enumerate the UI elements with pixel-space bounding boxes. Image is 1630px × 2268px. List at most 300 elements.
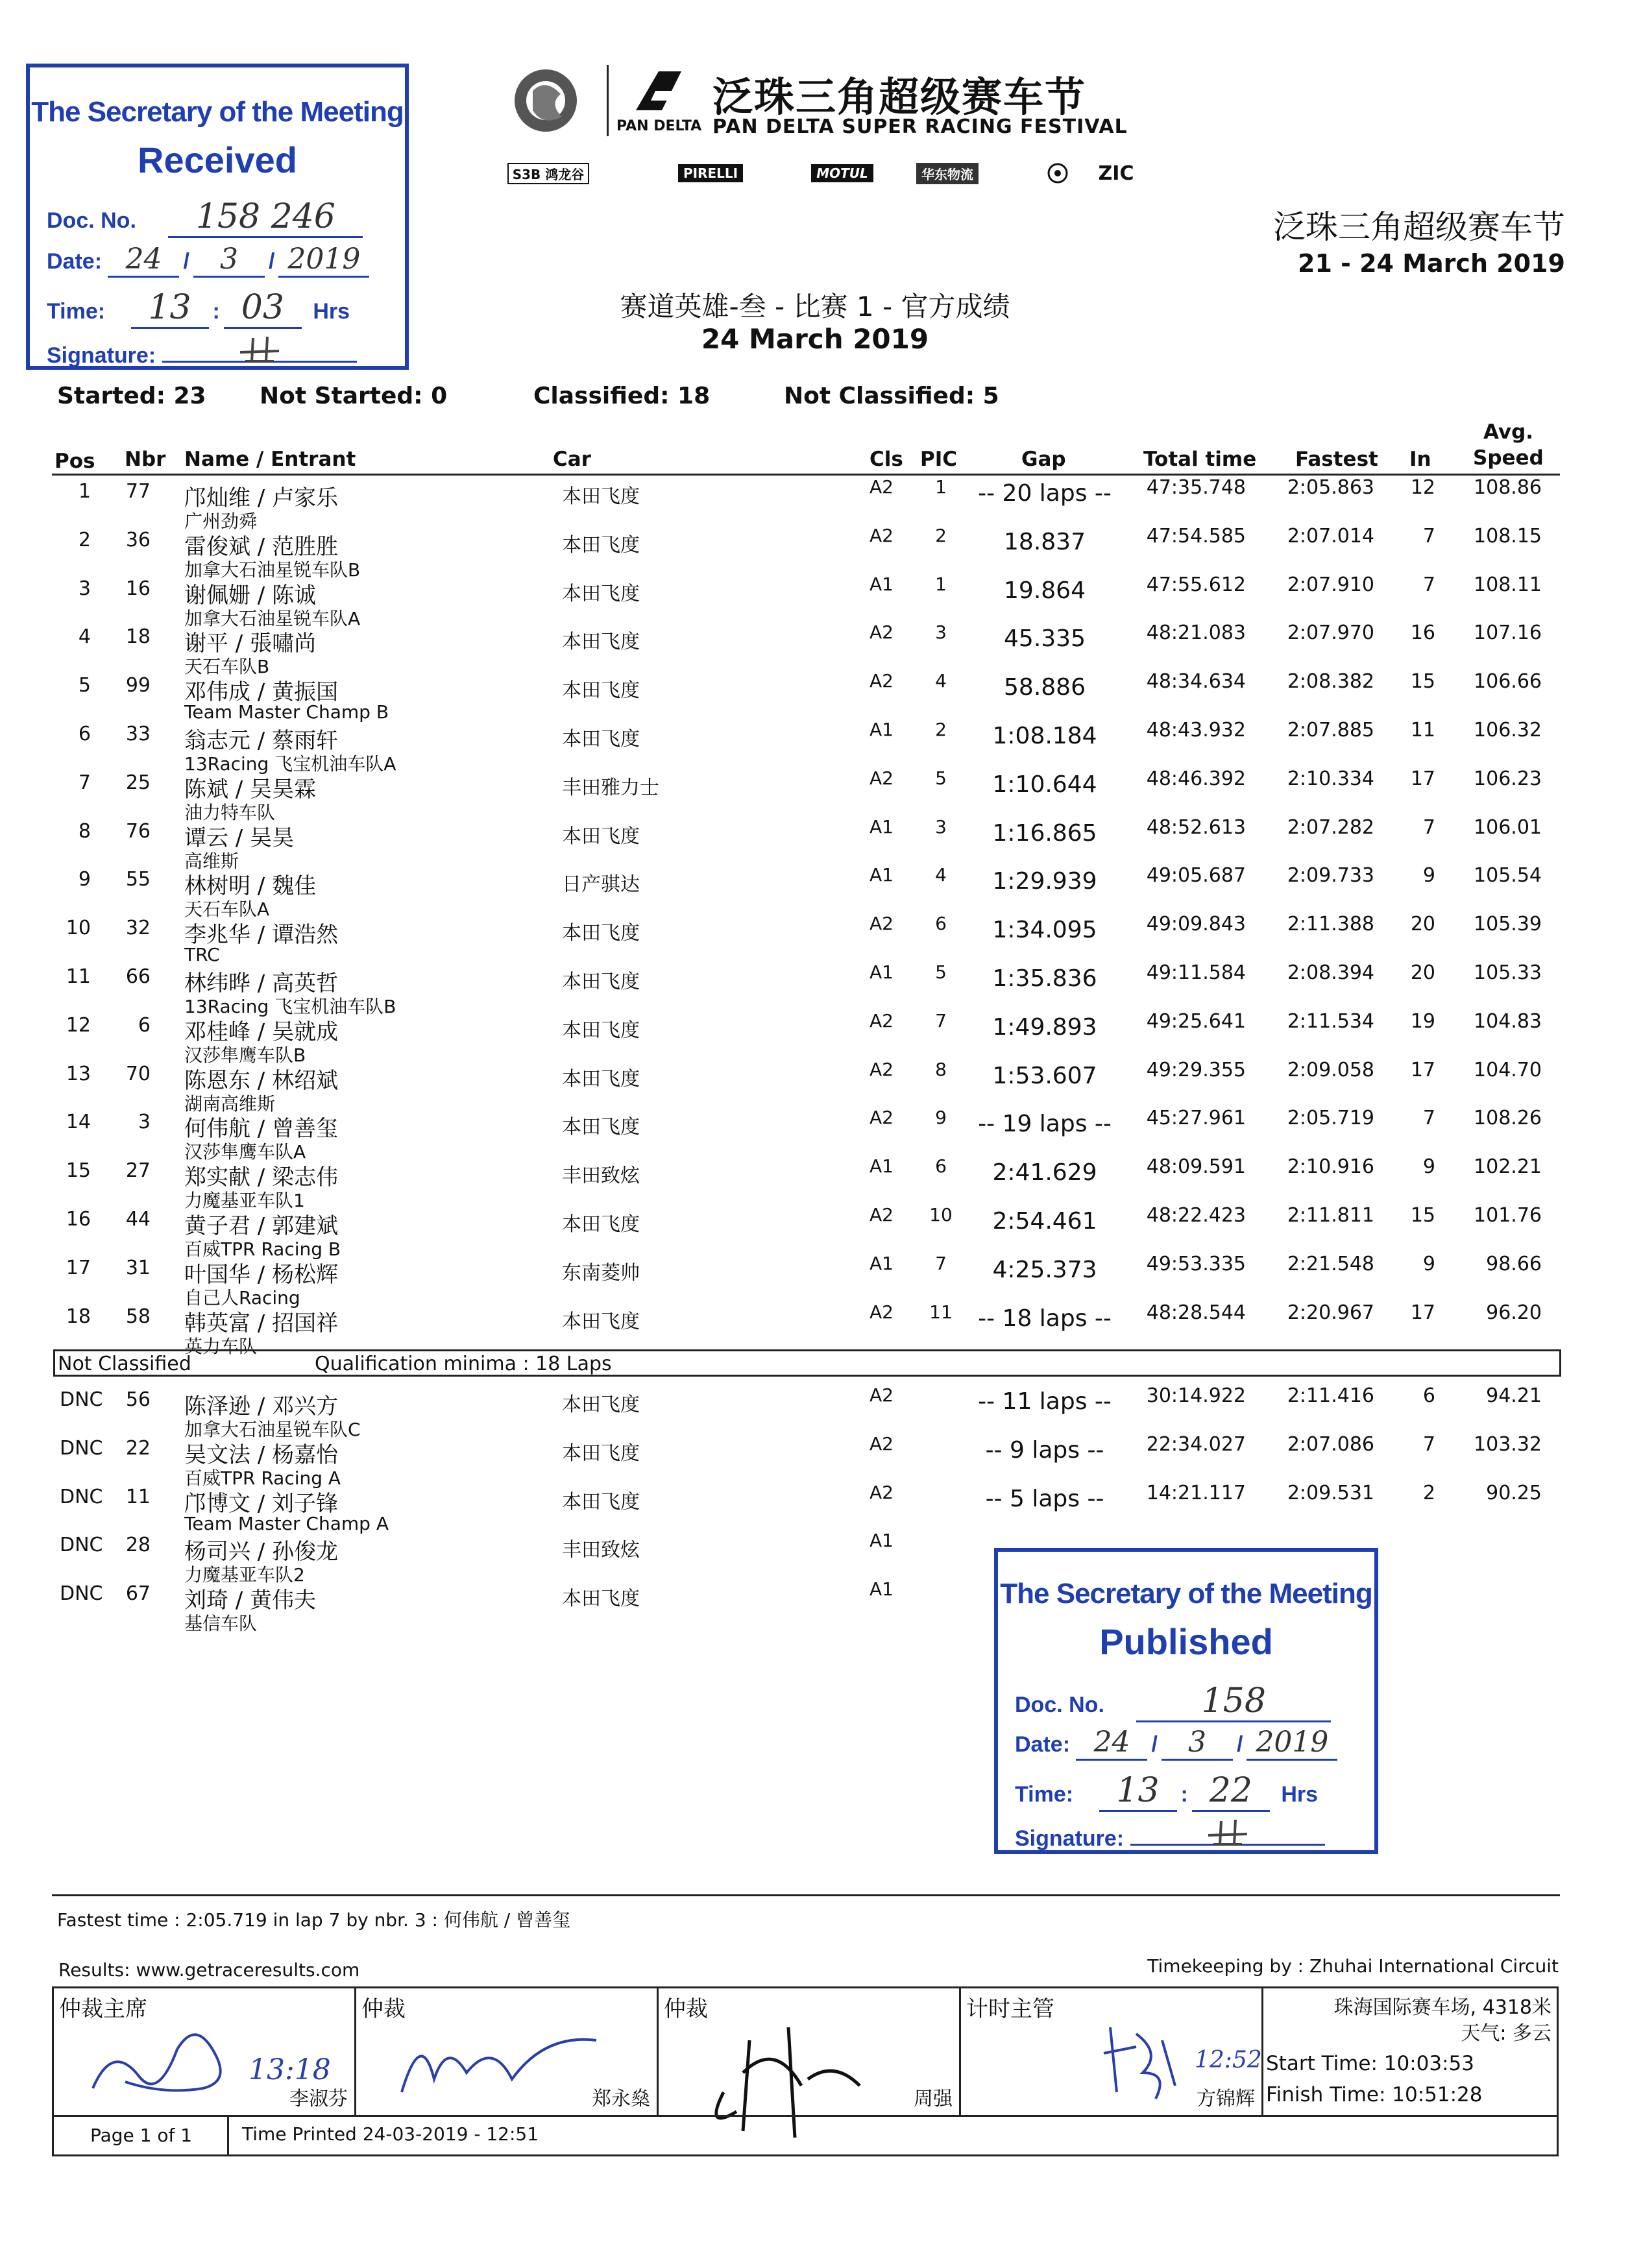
cell-car: 丰田致炫 (562, 1164, 640, 1188)
cell-team: 加拿大石油星锐车队B (184, 559, 361, 581)
result-row (0, 1204, 1630, 1260)
cell-team: 百威TPR Racing B (184, 1238, 341, 1260)
cell-pic: 6 (935, 913, 947, 935)
summary-not-classified: Not Classified: 5 (784, 383, 999, 409)
cell-car: 日产骐达 (562, 873, 640, 897)
cell-speed: 103.32 (1474, 1432, 1542, 1456)
event-logo (510, 65, 581, 136)
cell-team: 高维斯 (184, 850, 239, 872)
cell-cls: A1 (870, 1252, 894, 1274)
cell-pic: 3 (935, 815, 947, 838)
cell-team: 自己人Racing (184, 1286, 300, 1309)
cell-car: 本田飞度 (562, 1019, 640, 1042)
stamp-signature-row (1015, 1815, 1325, 1852)
cell-in: 2 (1422, 1481, 1435, 1504)
cell-car: 本田飞度 (562, 1310, 640, 1333)
cell-speed: 106.23 (1474, 767, 1542, 790)
col-fastest: Fastest (1295, 448, 1378, 471)
cell-speed: 101.76 (1474, 1204, 1542, 1227)
stamp-signature-label: Signature: (47, 343, 156, 368)
cell-total: 48:52.613 (1146, 815, 1246, 839)
cell-total: 49:25.641 (1146, 1009, 1246, 1033)
cell-name: 邝博文 / 刘子锋 (184, 1490, 339, 1517)
cell-total: 49:53.335 (1146, 1252, 1246, 1275)
sponsor-logo-pirelli: PIRELLI (672, 162, 749, 184)
cell-fastest: 2:08.394 (1287, 961, 1374, 984)
cell-total: 48:46.392 (1146, 767, 1246, 790)
cell-car: 本田飞度 (562, 485, 640, 508)
zhuhai-circuit-logo-icon (510, 65, 581, 136)
cell-car: 本田飞度 (562, 1213, 640, 1236)
cell-total: 48:22.423 (1146, 1204, 1246, 1227)
cell-nbr: 32 (125, 917, 151, 940)
cell-team: 加拿大石油星锐车队C (184, 1419, 361, 1440)
sponsor-logo-1: S3B 鸿龙谷 (487, 162, 610, 184)
brand-title-en: PAN DELTA SUPER RACING FESTIVAL (712, 115, 1128, 138)
cell-pos: DNC (60, 1534, 103, 1557)
cell-cls: A2 (870, 1058, 894, 1080)
cell-pos: 4 (78, 625, 91, 649)
cell-speed: 105.54 (1474, 864, 1542, 887)
result-row (0, 573, 1630, 629)
result-row (0, 1009, 1630, 1066)
chief-steward-name: 李淑芬 (289, 2088, 348, 2110)
cell-pic: 9 (935, 1107, 947, 1129)
cell-name: 林树明 / 魏佳 (184, 873, 317, 900)
cell-name: 何伟航 / 曾善玺 (184, 1116, 339, 1142)
cell-in: 12 (1410, 476, 1435, 499)
stamp-doc-value: 158 246 (168, 197, 363, 238)
cell-pic: 8 (935, 1058, 947, 1080)
cell-pic: 7 (935, 1252, 947, 1274)
cell-team: 英力车队 (184, 1335, 258, 1357)
cell-in: 15 (1410, 1204, 1435, 1227)
pan-delta-logo-text: PAN DELTA (616, 118, 702, 134)
cell-nbr: 66 (125, 965, 151, 988)
cell-total: 47:35.748 (1146, 476, 1246, 499)
cell-gap: 45.335 (1004, 625, 1086, 653)
cell-in: 7 (1422, 573, 1435, 596)
cell-gap: -- 18 laps -- (978, 1305, 1112, 1332)
header-divider (607, 65, 609, 136)
sponsor-logo-4: 华东物流 (912, 162, 983, 184)
cell-team: 天石车队B (184, 656, 270, 678)
result-row (0, 621, 1630, 678)
cell-cls: A1 (870, 815, 894, 838)
cell-name: 黄子君 / 郭建斌 (184, 1213, 339, 1239)
cell-fastest: 2:07.970 (1287, 621, 1374, 645)
cell-pos: DNC (60, 1436, 103, 1460)
cell-total: 49:05.687 (1146, 864, 1246, 887)
dnc-row (0, 1384, 1630, 1440)
cell-cls: A2 (870, 1481, 894, 1503)
stamp-status: Published (1099, 1621, 1273, 1662)
stamp-title: The Secretary of the Meeting (31, 96, 404, 128)
cell-pic: 5 (935, 767, 947, 789)
cell-speed: 108.15 (1474, 524, 1542, 548)
cell-cls: A2 (870, 1009, 894, 1031)
col-car: Car (553, 448, 591, 471)
cell-fastest: 2:21.548 (1287, 1252, 1374, 1275)
col-speed: Speed (1473, 446, 1544, 470)
cell-cls: A1 (870, 573, 894, 595)
cell-pos: 1 (78, 480, 91, 503)
race-date: 24 March 2019 (701, 323, 929, 355)
col-nbr: Nbr (125, 448, 166, 471)
footer-rule (52, 1894, 1560, 1896)
cell-car: 丰田雅力士 (562, 776, 659, 799)
cell-car: 本田飞度 (562, 1393, 640, 1416)
cell-nbr: 44 (125, 1208, 151, 1231)
result-row (0, 524, 1630, 581)
cell-speed: 96.20 (1486, 1301, 1542, 1324)
cell-name: 郑实献 / 梁志伟 (184, 1164, 339, 1191)
footer-bottom-rule (54, 2115, 1557, 2117)
cell-cls: A1 (870, 1155, 894, 1177)
page-cell (54, 2117, 229, 2154)
stamp-date-month: 3 (193, 243, 265, 278)
summary-classified: Classified: 18 (533, 383, 711, 409)
cell-nbr: 70 (125, 1062, 151, 1085)
event-dates: 21 - 24 March 2019 (1298, 249, 1565, 278)
stamp-title: The Secretary of the Meeting (1000, 1578, 1372, 1610)
cell-name: 邓伟成 / 黄振国 (184, 679, 339, 706)
result-row (0, 1301, 1630, 1357)
cell-car: 本田飞度 (562, 1116, 640, 1139)
cell-cls: A2 (870, 1432, 894, 1454)
cell-pos: 14 (66, 1111, 91, 1134)
cell-nbr: 76 (125, 819, 151, 843)
cell-fastest: 2:09.531 (1287, 1481, 1374, 1504)
col-name: Name / Entrant (184, 448, 356, 471)
result-row (0, 767, 1630, 823)
cell-fastest: 2:10.334 (1287, 767, 1374, 790)
cell-nbr: 25 (125, 771, 151, 794)
cell-pos: 18 (66, 1305, 91, 1328)
cell-car: 本田飞度 (562, 922, 640, 945)
steward-1-signature (389, 2014, 609, 2105)
stamp-time-label: Time: (47, 299, 106, 324)
dnc-row (0, 1530, 1630, 1586)
cell-nbr: 16 (125, 577, 151, 600)
cell-total: 47:54.585 (1146, 524, 1246, 548)
cell-cls: A1 (870, 961, 894, 983)
timing-chief-signature (1097, 2014, 1188, 2105)
cell-cls: A1 (870, 864, 894, 886)
cell-fastest: 2:07.086 (1287, 1432, 1374, 1456)
stamp-doc-label: Doc. No. (47, 208, 136, 233)
cell-fastest: 2:05.863 (1287, 476, 1374, 499)
cell-pos: 3 (78, 577, 91, 600)
cell-cls: A2 (870, 913, 894, 935)
cell-pos: 7 (78, 771, 91, 794)
cell-team: 广州劲舜 (184, 511, 258, 532)
summary-not-started: Not Started: 0 (260, 383, 448, 409)
col-pic: PIC (920, 448, 958, 471)
cell-name: 邓桂峰 / 吴就成 (184, 1019, 339, 1045)
event-name-cn: 泛珠三角超级赛车节 (1273, 208, 1565, 246)
sponsor-emblem-icon (1045, 162, 1071, 184)
cell-team: Team Master Champ A (184, 1512, 389, 1534)
header-rule (52, 474, 1560, 476)
stamp-published (994, 1548, 1378, 1854)
cell-car: 本田飞度 (562, 631, 640, 654)
cell-pos: DNC (60, 1388, 103, 1411)
cell-in: 9 (1422, 1155, 1435, 1179)
cell-pic: 1 (935, 573, 947, 595)
cell-in: 7 (1422, 1432, 1435, 1456)
chief-steward-signature (86, 2017, 255, 2108)
cell-fastest: 2:11.416 (1287, 1384, 1374, 1407)
qualification-minima: Qualification minima : 18 Laps (315, 1353, 612, 1375)
timing-chief-cell (961, 1988, 1263, 2115)
cell-gap: 2:54.461 (992, 1208, 1097, 1235)
cell-speed: 105.39 (1474, 913, 1542, 936)
cell-total: 48:09.591 (1146, 1155, 1246, 1179)
cell-gap: 18.837 (1004, 528, 1086, 555)
cell-gap: -- 9 laps -- (985, 1436, 1104, 1464)
cell-pic: 10 (929, 1204, 953, 1225)
cell-name: 刘琦 / 黄伟夫 (184, 1587, 317, 1614)
cell-pic: 3 (935, 621, 947, 644)
cell-pos: 17 (66, 1256, 91, 1279)
cell-cls: A2 (870, 1204, 894, 1225)
steward-2-label: 仲裁 (664, 1996, 708, 2022)
cell-team: 天石车队A (184, 899, 270, 921)
cell-speed: 94.21 (1486, 1384, 1542, 1407)
result-row (0, 670, 1630, 723)
cell-speed: 102.21 (1474, 1155, 1542, 1179)
result-row (0, 815, 1630, 872)
dnc-row (0, 1432, 1630, 1489)
col-gap: Gap (1021, 448, 1066, 471)
stamp-time-minute: 03 (224, 288, 302, 329)
cell-car: 丰田致炫 (562, 1539, 640, 1562)
cell-gap: 2:41.629 (992, 1159, 1097, 1187)
col-total: Total time (1143, 448, 1257, 471)
pan-delta-logo-icon (616, 65, 701, 117)
cell-pic: 2 (935, 524, 947, 546)
result-row (0, 913, 1630, 966)
cell-nbr: 36 (125, 528, 151, 551)
cell-pos: DNC (60, 1582, 103, 1606)
cell-speed: 98.66 (1486, 1252, 1542, 1275)
cell-cls: A2 (870, 524, 894, 546)
cell-nbr: 58 (125, 1305, 151, 1328)
result-row (0, 1058, 1630, 1115)
cell-team: 油力特车队 (184, 801, 276, 823)
cell-speed: 108.26 (1474, 1107, 1542, 1130)
timing-chief-name: 方锦辉 (1197, 2088, 1255, 2110)
cell-gap: 1:16.865 (992, 819, 1097, 847)
race-info-cell (1263, 1988, 1557, 2115)
chief-steward-cell (54, 1988, 356, 2115)
stamp-doc-value: 158 (1136, 1682, 1331, 1722)
cell-car: 本田飞度 (562, 825, 640, 848)
stamp-date-row: Date: 24 / 3 / 2019 (47, 243, 369, 278)
timing-chief-label: 计时主管 (966, 1996, 1054, 2022)
cell-total: 47:55.612 (1146, 573, 1246, 596)
cell-pic: 4 (935, 864, 947, 886)
cell-pic: 2 (935, 719, 947, 740)
cell-gap: 1:10.644 (992, 771, 1097, 798)
stamp-signature-label: Signature: (1015, 1826, 1125, 1851)
cell-in: 17 (1410, 1058, 1435, 1081)
cell-total: 48:43.932 (1146, 719, 1246, 742)
cell-fastest: 2:20.967 (1287, 1301, 1374, 1324)
cell-pic: 4 (935, 670, 947, 692)
cell-in: 9 (1422, 864, 1435, 887)
cell-car: 本田飞度 (562, 728, 640, 751)
fastest-time-line: Fastest time : 2:05.719 in lap 7 by nbr. 3 : 何伟航 / 曾善玺 (57, 1909, 571, 1931)
cell-in: 20 (1410, 961, 1435, 984)
officials-table (52, 1986, 1559, 2156)
results-url: Results: www.getraceresults.com (58, 1959, 360, 1981)
cell-pos: 8 (78, 819, 91, 843)
cell-nbr: 55 (125, 868, 151, 891)
cell-name: 陈泽逊 / 邓兴方 (184, 1393, 339, 1419)
stamp-time-minute: 22 (1192, 1771, 1270, 1812)
sponsor-logo-5 (1038, 162, 1077, 184)
cell-name: 翁志元 / 蔡雨轩 (184, 728, 339, 754)
dnc-row (0, 1481, 1630, 1534)
cell-gap: 1:08.184 (992, 723, 1097, 749)
cell-nbr: 33 (125, 723, 151, 745)
cell-name: 陈恩东 / 林绍斌 (184, 1067, 339, 1094)
cell-name: 吴文法 / 杨嘉怡 (184, 1442, 339, 1468)
cell-cls: A2 (870, 476, 894, 498)
cell-speed: 108.11 (1474, 573, 1542, 596)
cell-cls: A2 (870, 1384, 894, 1406)
cell-gap: 1:49.893 (992, 1013, 1097, 1041)
cell-name: 李兆华 / 谭浩然 (184, 922, 339, 948)
cell-total: 48:28.544 (1146, 1301, 1246, 1324)
stamp-date-year: 2019 (1247, 1726, 1337, 1761)
cell-fastest: 2:09.058 (1287, 1058, 1374, 1081)
cell-in: 17 (1410, 767, 1435, 790)
cell-nbr: 3 (138, 1111, 151, 1134)
cell-in: 11 (1410, 719, 1435, 742)
cell-cls: A1 (870, 1530, 894, 1552)
cell-total: 14:21.117 (1146, 1481, 1246, 1504)
cell-team: 汉莎隼鹰车队B (184, 1044, 306, 1066)
cell-gap: -- 5 laps -- (985, 1485, 1104, 1512)
cell-name: 雷俊斌 / 范胜胜 (184, 533, 339, 560)
stamp-status: Received (138, 139, 297, 180)
cell-in: 15 (1410, 670, 1435, 694)
cell-gap: -- 19 laps -- (978, 1111, 1112, 1138)
cell-in: 16 (1410, 621, 1435, 645)
brand-title-cn: 泛珠三角超级赛车节 (712, 73, 1087, 121)
cell-speed: 106.01 (1474, 815, 1542, 839)
cell-gap: 58.886 (1004, 674, 1086, 701)
cell-nbr: 77 (125, 480, 151, 503)
cell-nbr: 56 (125, 1388, 151, 1411)
cell-name: 谢佩姗 / 陈诚 (184, 582, 317, 609)
cell-pic: 5 (935, 961, 947, 983)
stamp-time-row: Time: 13 : 03 Hrs (47, 288, 350, 329)
cell-car: 本田飞度 (562, 1587, 640, 1611)
cell-in: 7 (1422, 1107, 1435, 1130)
steward-1-cell (356, 1988, 659, 2115)
cell-fastest: 2:11.811 (1287, 1204, 1374, 1227)
cell-name: 叶国华 / 杨松辉 (184, 1261, 339, 1288)
cell-cls: A2 (870, 767, 894, 789)
cell-in: 17 (1410, 1301, 1435, 1324)
cell-in: 7 (1422, 815, 1435, 839)
chief-steward-label: 仲裁主席 (59, 1996, 147, 2022)
col-in: In (1409, 448, 1431, 471)
cell-speed: 106.66 (1474, 670, 1542, 694)
cell-team: 13Racing 飞宝机油车队A (184, 753, 396, 775)
start-time: Start Time: 10:03:53 (1266, 2052, 1474, 2075)
cell-gap: 19.864 (1004, 577, 1086, 604)
not-classified-label: Not Classified (58, 1353, 191, 1375)
cell-car: 本田飞度 (562, 1490, 640, 1514)
cell-speed: 90.25 (1486, 1481, 1542, 1504)
result-row (0, 476, 1630, 532)
stamp-doc-row (1015, 1682, 1331, 1722)
summary-started: Started: 23 (57, 383, 206, 409)
cell-car: 本田飞度 (562, 533, 640, 557)
steward-2-name: 周强 (914, 2088, 953, 2110)
cell-fastest: 2:08.382 (1287, 670, 1374, 694)
cell-fastest: 2:10.916 (1287, 1155, 1374, 1179)
cell-team: 汉莎隼鹰车队A (184, 1141, 306, 1163)
cell-pos: 6 (78, 723, 91, 745)
cell-fastest: 2:09.733 (1287, 864, 1374, 887)
cell-team: TRC (184, 944, 220, 966)
stamp-date-year: 2019 (278, 243, 369, 278)
cell-in: 7 (1422, 524, 1435, 548)
stamp-time-row: Time: 13 : 22 Hrs (1015, 1771, 1318, 1812)
cell-pic: 7 (935, 1009, 947, 1031)
cell-speed: 107.16 (1474, 621, 1542, 645)
timekeeping: Timekeeping by : Zhuhai International Circuit (1147, 1955, 1559, 1977)
steward-1-label: 仲裁 (361, 1996, 406, 2022)
cell-speed: 105.33 (1474, 961, 1542, 984)
cell-nbr: 22 (125, 1436, 151, 1460)
cell-in: 9 (1422, 1252, 1435, 1275)
cell-speed: 104.70 (1474, 1058, 1542, 1081)
steward-1-name: 郑永燊 (592, 2088, 650, 2110)
stamp-doc-row (47, 197, 363, 238)
cell-pos: 13 (66, 1062, 91, 1085)
cell-speed: 108.86 (1474, 476, 1542, 499)
result-row (0, 1252, 1630, 1309)
stamp-time-hour: 13 (131, 288, 209, 329)
finish-time: Finish Time: 10:51:28 (1266, 2083, 1483, 2106)
cell-pic: 11 (929, 1301, 953, 1323)
cell-total: 48:34.634 (1146, 670, 1246, 694)
cell-fastest: 2:11.534 (1287, 1009, 1374, 1033)
cell-fastest: 2:07.885 (1287, 719, 1374, 742)
cell-name: 谭云 / 吴昊 (184, 825, 295, 851)
cell-total: 48:21.083 (1146, 621, 1246, 645)
cell-total: 45:27.961 (1146, 1107, 1246, 1130)
dnc-row (0, 1578, 1630, 1635)
cell-pic: 6 (935, 1155, 947, 1177)
steward-2-signature (698, 2001, 892, 2144)
cell-name: 邝灿维 / 卢家乐 (184, 485, 339, 511)
cell-fastest: 2:07.910 (1287, 573, 1374, 596)
venue: 珠海国际赛车场, 4318米 (1333, 1996, 1551, 2019)
cell-cls: A2 (870, 1301, 894, 1323)
cell-team: 力魔基亚车队1 (184, 1190, 305, 1212)
result-row (0, 961, 1630, 1017)
cell-fastest: 2:07.014 (1287, 524, 1374, 548)
cell-nbr: 28 (125, 1534, 151, 1557)
